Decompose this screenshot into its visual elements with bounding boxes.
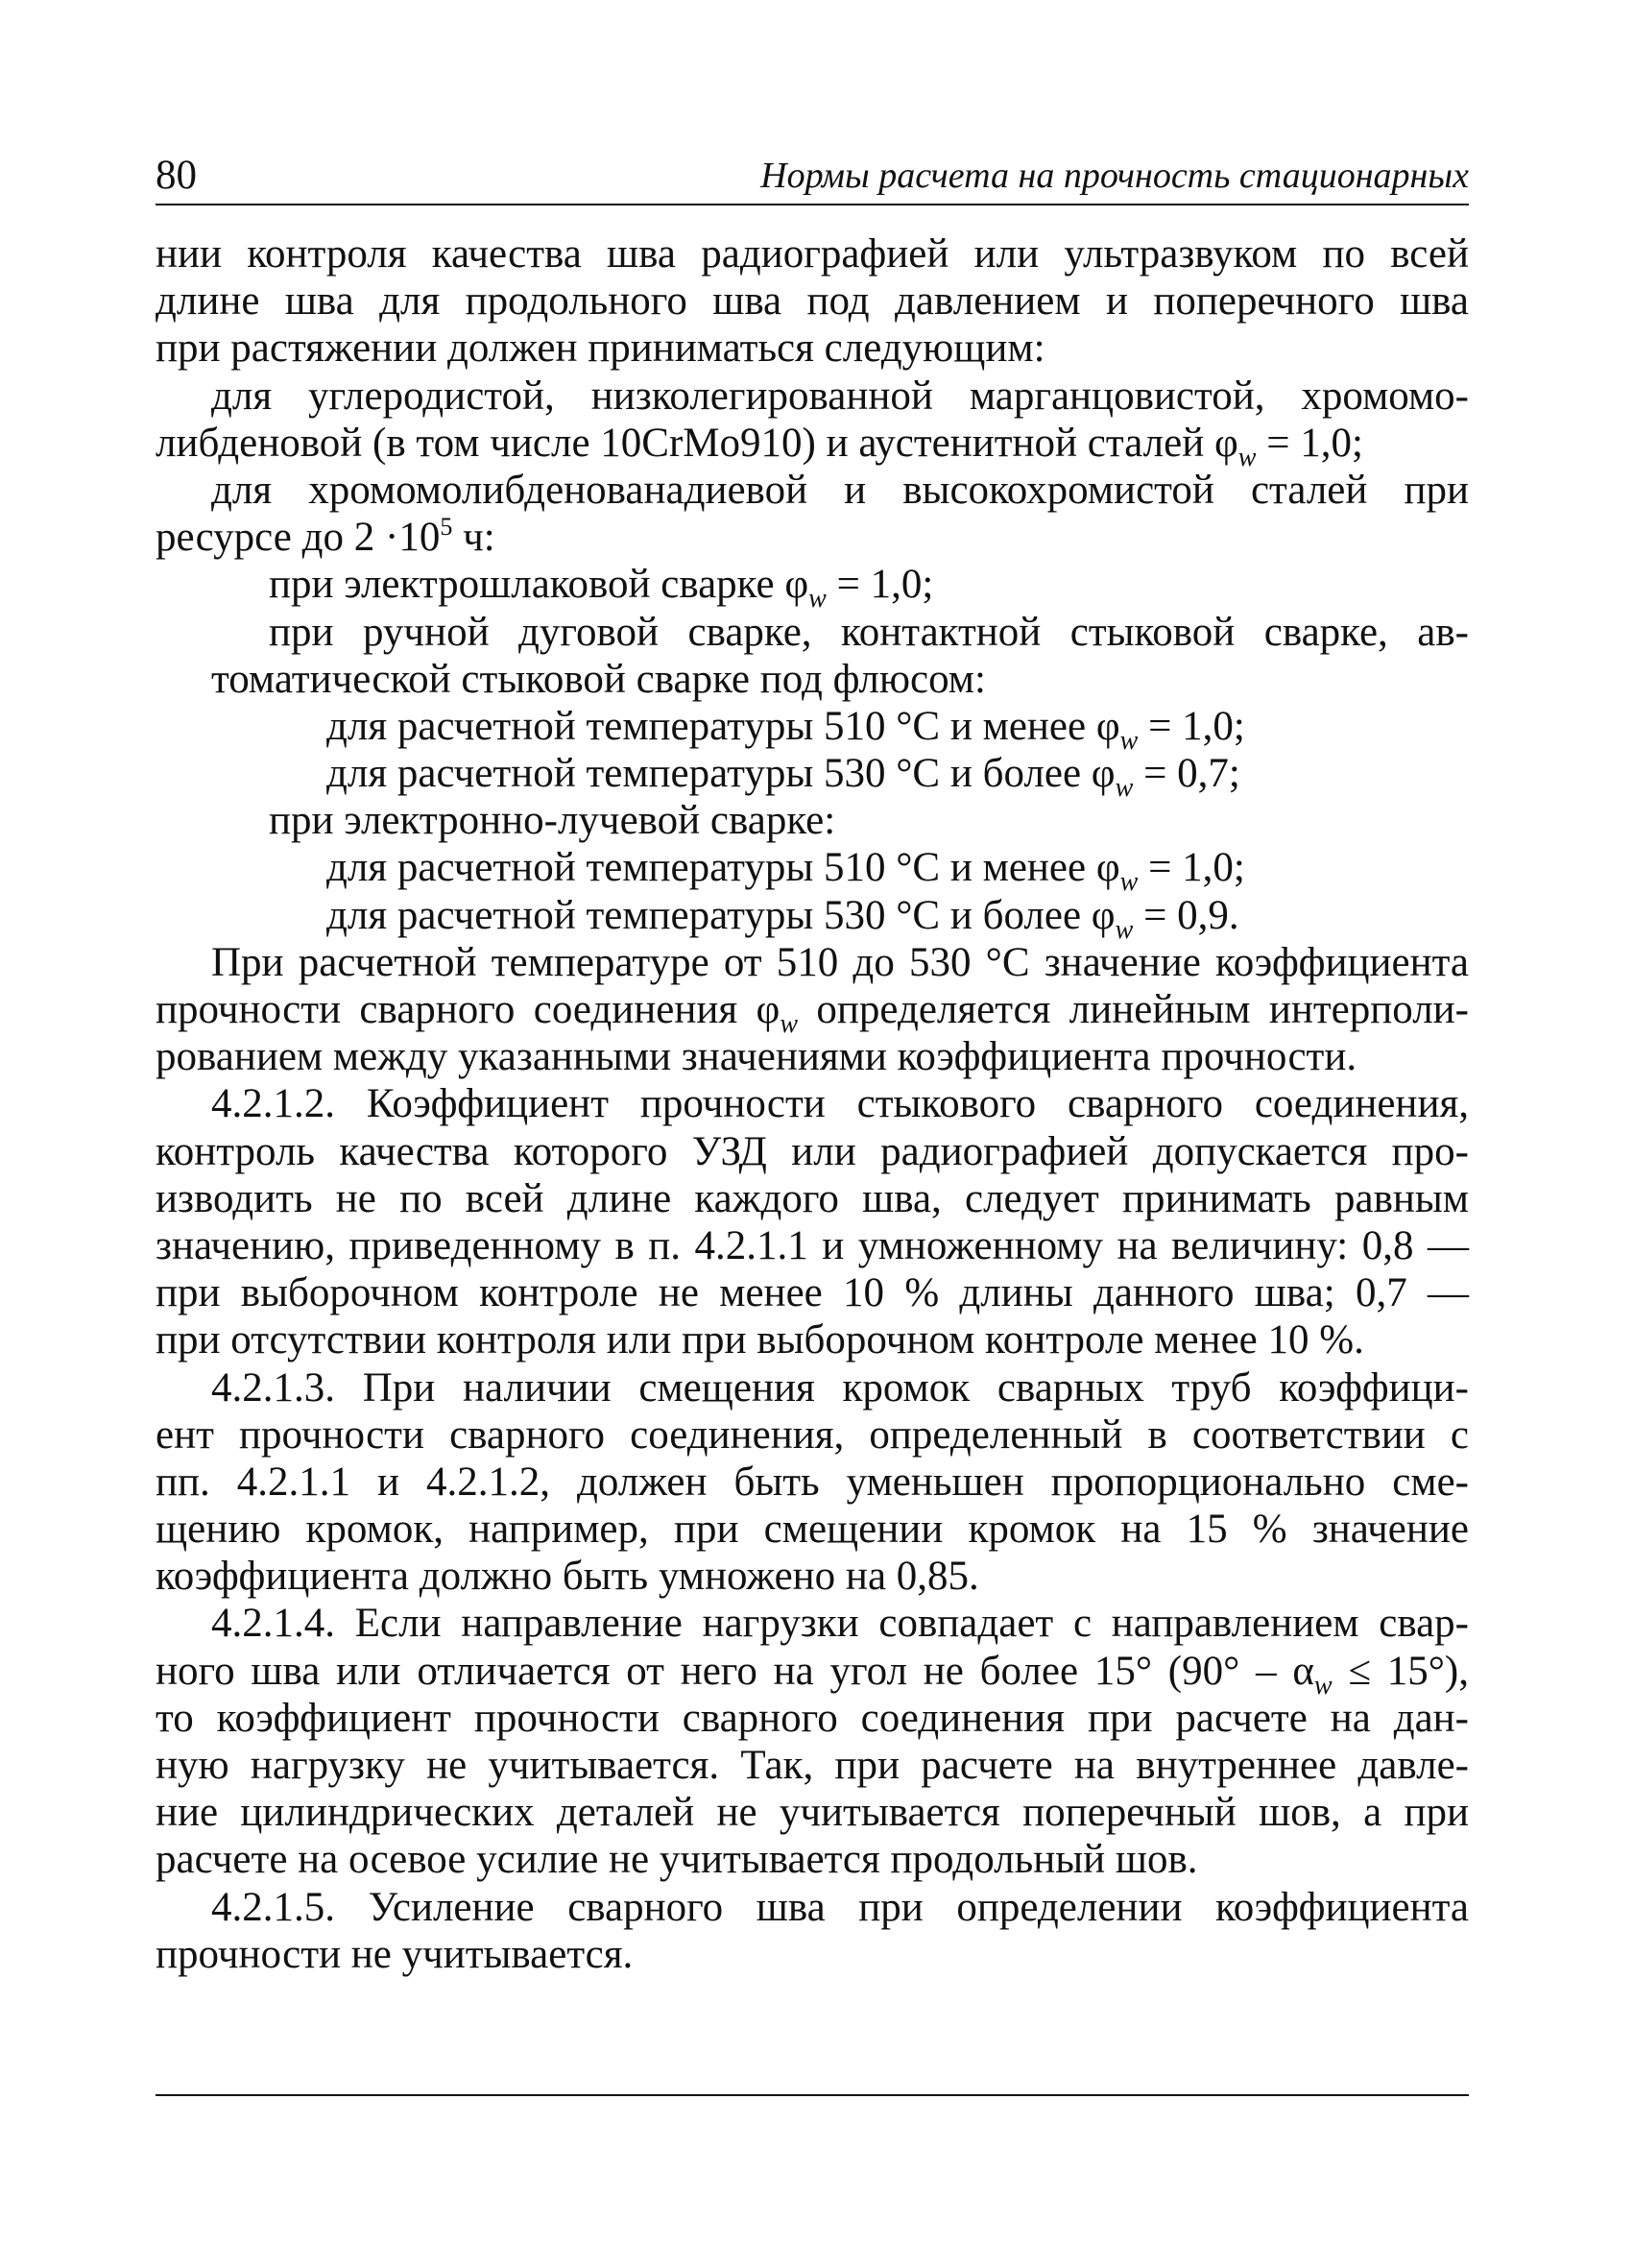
footer-rule	[156, 2094, 1469, 2096]
text-line: изводить не по всей длине каждого шва, следует принимать равным	[156, 1175, 1469, 1221]
body-text	[156, 230, 1469, 1978]
text-line: значению, приведенному в п. 4.2.1.1 и умноженному на величину: 0,8 —	[156, 1222, 1469, 1268]
text-line: 4.2.1.3. При наличии смещения кромок сварных труб коэффици-	[211, 1364, 1469, 1411]
text-line: при электрошлаковой сварке $\varphi_w = 1,0$;	[269, 562, 934, 615]
text-line: при отсутствии контроля или при выборочном контроле менее 10 %.	[156, 1317, 1364, 1363]
text-line: 4.2.1.4. Если направление нагрузки совпадает с направлением свар-	[211, 1601, 1469, 1647]
text-line: ресурсе до $2 \cdot 10^5$ ч:	[156, 513, 495, 561]
text-line: расчете на осевое усилие не учитывается продольный шов.	[156, 1837, 1198, 1883]
text-line: либденовой (в том числе 10CrMo910) и аустенитной сталей $\varphi_w = 1,0$;	[156, 420, 1363, 472]
text-line: При расчетной температуре от 510 до 530 °С значение коэффициента	[211, 939, 1469, 985]
text-line: контроль качества которого УЗД или радиографией допускается про-	[156, 1128, 1469, 1174]
text-line: для хромомолибденованадиевой и высокохромистой сталей при	[211, 467, 1469, 513]
text-line: прочности не учитывается.	[156, 1931, 634, 1977]
text-line: щению кромок, например, при смещении кромок на 15 % значение	[156, 1507, 1469, 1553]
text-line: то коэффициент прочности сварного соединения при расчете на дан-	[156, 1695, 1469, 1741]
text-line: для расчетной температуры 510 °С и менее $\varphi_w = 1,0$;	[326, 703, 1245, 756]
text-line: для расчетной температуры 510 °С и менее $\varphi_w = 1,0$;	[326, 845, 1245, 898]
text-line: пп. 4.2.1.1 и 4.2.1.2, должен быть уменьшен пропорционально сме-	[156, 1459, 1469, 1505]
text-line: при ручной дуговой сварке, контактной стыковой сварке, ав-	[269, 609, 1469, 655]
text-line: при электронно-лучевой сварке:	[269, 798, 836, 844]
text-line: прочности сварного соединения $\varphi_w$ определяется линейным интерполи-	[156, 987, 1470, 1039]
page-header	[156, 144, 1469, 202]
text-line: 4.2.1.5. Усиление сварного шва при определении коэффициента	[211, 1884, 1469, 1930]
page-number: 80	[156, 153, 197, 198]
text-line: нии контроля качества шва радиографией или ультразвуком по всей	[156, 231, 1469, 277]
text-line: при выборочном контроле не менее 10 % длины данного шва; 0,7 —	[156, 1270, 1469, 1316]
text-line: коэффициента должно быть умножено на 0,85.	[156, 1554, 979, 1600]
header-rule	[156, 204, 1469, 205]
text-line: ент прочности сварного соединения, определенный в соответствии с	[156, 1411, 1469, 1458]
running-title: Нормы расчета на прочность стационарных	[760, 156, 1469, 196]
text-line: для углеродистой, низколегированной марганцовистой, хромомо-	[211, 373, 1469, 419]
text-line: для расчетной температуры 530 °С и более $\varphi_w = 0,9$.	[326, 892, 1239, 945]
text-line: для расчетной температуры 530 °С и более $\varphi_w = 0,7$;	[326, 751, 1240, 804]
text-line: ние цилиндрических деталей не учитывается поперечный шов, а при	[156, 1790, 1469, 1836]
text-line: томатической стыковой сварке под флюсом:	[211, 656, 986, 702]
text-line: 4.2.1.2. Коэффициент прочности стыкового сварного соединения,	[211, 1081, 1469, 1127]
text-line: при растяжении должен приниматься следующим:	[156, 326, 1045, 372]
text-line: ного шва или отличается от него на угол не более 15° $(90^\circ - \alpha_w \le 15^\circ)$,	[156, 1648, 1469, 1701]
text-line: рованием между указанными значениями коэффициента прочности.	[156, 1034, 1357, 1080]
text-line: длине шва для продольного шва под давлением и поперечного шва	[156, 278, 1469, 325]
text-line: ную нагрузку не учитывается. Так, при расчете на внутреннее давле-	[156, 1743, 1469, 1788]
